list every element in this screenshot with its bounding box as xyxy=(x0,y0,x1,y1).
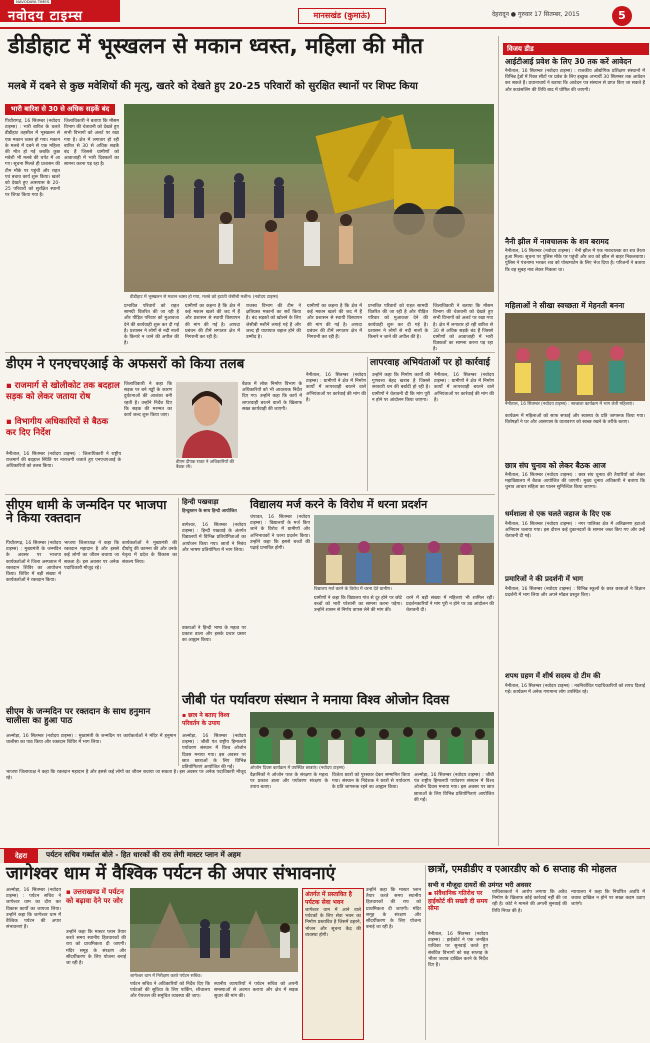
ozone-photo xyxy=(250,712,494,764)
hindi-t1: बागेश्वर, 16 सितम्बर (नवोदय टाइम्स) : हिन्दी पखवाड़े के अंतर्गत विद्यालयों में विभिन्न प्रतियोगिताओं का आयोजन किया गया। छात्रों ने निबंध और भाषण प्रतियोगिता में भाग लिया। xyxy=(182,523,246,553)
sidebar-label: विजय डीड xyxy=(503,43,649,55)
masthead-logo xyxy=(0,0,120,22)
lapar-t3: नैनीताल, 16 सितम्बर (नवोदय टाइम्स) : ग्रामीणों ने क्षेत्र में निर्माण कार्यों में लापरवाही बरतने वाले अभियंताओं पर कार्रवाई की मांग की है। xyxy=(434,373,494,403)
dm-t3: बैठक में लोक निर्माण विभाग के अधिकारियों को भी आवश्यक निर्देश दिए गए। उन्होंने कहा कि कार्य में लापरवाही बरतने वालों के खिलाफ सख्त कार्यवाही की जाएगी। xyxy=(242,382,302,412)
masthead-rule xyxy=(0,27,650,29)
dm-t2: जिलाधिकारी ने कहा कि सड़क पर बने गड्ढों के कारण दुर्घटनाओं की आशंका बनी रहती है। उन्होंने निर्देश दिए कि सड़क की मरम्मत का कार्य जल्द शुरू किया जाए। xyxy=(124,382,172,419)
cm-sub-headline: सीएम के जन्मदिन पर रक्तदान के साथ हनुमान चालीसा का हुआ पाठ xyxy=(6,707,151,726)
bottom-strip xyxy=(0,848,650,863)
br-bullet xyxy=(428,890,488,930)
cm-t4: अल्मोड़ा, 16 सितम्बर (नवोदय टाइम्स) : मुख्यमंत्री के जन्मदिन पर कार्यकर्ताओं ने मंदिर में हनुमान चालीसा का पाठ किया और रक्तदान शिविर में भाग लिया। xyxy=(6,734,176,746)
jageshwar-t1: अल्मोड़ा, 16 सितम्बर (नवोदय टाइम्स) : पर्यटन सचिव ने जागेश्वर धाम का दौरा कर विकास कार्यों का जायजा लिया। उन्होंने कहा कि जागेश्वर धाम में वैश्विक पर्यटन की अपार संभावनाएं हैं। xyxy=(6,888,61,931)
jageshwar-kicker-text: उत्तराखण्ड में पर्यटन को बढ़ावा देने पर जोर xyxy=(66,888,124,905)
dm-photo-caption: डीएम दीपक रावत ने अधिकारियों की बैठक ली। xyxy=(176,460,234,471)
dm-bullet1 xyxy=(6,381,121,415)
box-title: अंतर्गत में प्रस्तावित है पर्यटक सेवा भवन xyxy=(305,891,352,906)
sidebar-h4: छात्र संघ चुनाव को लेकर बैठक आज xyxy=(505,461,606,470)
lead-kicker: भारी बारिश से 30 से अधिक सड़कें बंद xyxy=(5,104,115,115)
lead-col3: प्रभावित परिवारों को राहत सामग्री वितरित की जा रही है और पीड़ित परिवार को मुआवजा देने की कार्यवाही शुरू कर दी गई है। प्रशासन ने लोगों से नदी नालों के किनारे न जाने की अपील की है। xyxy=(124,304,179,347)
sidebar-h5: धर्मशाला से एक चलते जहाज के दिए एक xyxy=(505,510,611,518)
dm-photo xyxy=(176,382,238,458)
hindi-sub: हिन्दुस्तान के साथ हिन्दी आयोजित xyxy=(182,509,237,514)
bullet-icon: ▪ xyxy=(6,417,15,427)
bullet-icon: ▪ xyxy=(6,381,15,391)
lead-col2: जिलाधिकारी ने बताया कि मौसम विभाग की चेतावनी को देखते हुए सभी विभागों को अलर्ट पर रखा गया है। क्षेत्र में लगातार हो रही बारिश से 30 से अधिक सड़कें बंद हैं जिससे ग्रामीणों को आवाजाही में भारी दिक्कतों का सामना करना पड़ रहा है। xyxy=(64,119,119,168)
lead-photo-caption: डीडीहाट में भूस्खलन से मकान ध्वस्त हो गया, मलबे को हटाती जेसीबी मशीन। (नवोदय टाइम्स) xyxy=(130,295,279,300)
lead-col5: राजस्व विभाग की टीम ने क्षतिग्रस्त मकानों का सर्वे किया है। बंद सड़कों को खोलने के लिए जेसीबी मशीनें लगाई गई हैं और जल्द ही यातायात बहाल होने की उम्मीद है। xyxy=(246,304,301,341)
ozone-kicker-text: छात्र ने बताए विश्व परिवर्तन के उपाय xyxy=(182,712,230,727)
br-headline: छात्रों, एमडीडीए व एआरडीए को 6 सप्ताह की मोहलत xyxy=(428,864,617,875)
divider-lead xyxy=(5,352,495,353)
school-t3: धरने में बड़ी संख्या में महिलाएं भी शामिल रहीं। प्रदर्शनकारियों ने मांग पूरी न होने पर उग्र आंदोलन की चेतावनी दी। xyxy=(406,596,494,614)
lapar-divider xyxy=(367,357,368,491)
bullet-icon: ▪ xyxy=(182,712,189,719)
sidebar-t7: नैनीताल, 16 सितम्बर (नवोदय टाइम्स) : नवनिर्वाचित पदाधिकारियों को शपथ दिलाई गई। कार्यक्रम में अनेक गणमान्य लोग उपस्थित रहे। xyxy=(505,684,645,696)
sidebar-t5: नैनीताल, 16 सितम्बर (नवोदय टाइम्स) : नगर पालिका क्षेत्र में अतिक्रमण हटाओ अभियान चलाया गया। इस दौरान कई दुकानदारों के सामान जब्त किए गए और उन्हें चेतावनी दी गई। xyxy=(505,522,645,540)
lead-col4: ग्रामीणों का कहना है कि क्षेत्र में कई मकान खतरे की जद में हैं और प्रशासन से स्थायी विस्थापन की मांग की गई है। आपदा प्रबंधन की टीमें लगातार क्षेत्र में निगरानी कर रही हैं। xyxy=(185,304,240,341)
jageshwar-t5: उन्होंने कहा कि मास्टर प्लान तैयार करते समय स्थानीय हितधारकों की राय को प्राथमिकता दी जाएगी। मंदिर समूह के संरक्षण और सौंदर्यीकरण के लिए योजना बनाई जा रही है। xyxy=(366,888,421,931)
br-bullet-text: संवैधानिक गतिरोध पर हाईकोर्ट की सख्ती दी समय सीमा xyxy=(428,890,488,912)
dm-bullet2-text: विभागीय अधिकारियों से बैठक कर दिए निर्देश xyxy=(6,417,109,438)
divider-mid xyxy=(5,494,495,495)
bullet-icon: ▪ xyxy=(428,890,435,897)
cm-t1: पिथौरागढ़, 16 सितम्बर (नवोदय टाइम्स) : मुख्यमंत्री के जन्मदिन के अवसर पर भाजपा कार्यकर्ताओं ने जिला अस्पताल में रक्तदान शिविर का आयोजन किया। शिविर में बड़ी संख्या में कार्यकर्ताओं ने रक्तदान किया। xyxy=(6,541,61,584)
dm-bullet2 xyxy=(6,417,121,451)
jageshwar-box xyxy=(302,888,364,1040)
strip-text: पर्यटन सचिव गर्ब्याल बोले - हित धारकों की राय लेगी मास्टर प्लान में अहम xyxy=(46,850,241,859)
sidebar-t4: नैनीताल, 16 सितम्बर (नवोदय टाइम्स) : छात्र संघ चुनाव की तैयारियों को लेकर महाविद्यालय में बैठक आयोजित की जाएगी। मुख्य चुनाव अधिकारी ने बताया कि चुनाव आचार संहिता का पालन सुनिश्चित किया जाएगा। xyxy=(505,473,645,491)
ozone-kicker xyxy=(182,712,246,732)
hindi-divider xyxy=(178,498,179,766)
strip-label: देहरा xyxy=(4,849,38,863)
lead-photo xyxy=(124,104,494,292)
br-t2: याचिकाकर्ता ने आरोप लगाया कि अवैध निर्माण के खिलाफ कोई कार्रवाई नहीं की जा रही है। कोर्ट ने मामले की अगली सुनवाई की तिथि नियत की है। xyxy=(492,890,567,914)
lead-col7: प्रभावित परिवारों को राहत सामग्री वितरित की जा रही है और पीड़ित परिवार को मुआवजा देने की कार्यवाही शुरू कर दी गई है। प्रशासन ने लोगों से नदी नालों के किनारे न जाने की अपील की है। xyxy=(368,304,428,341)
bullet-icon: ▪ xyxy=(66,888,74,896)
dm-headline: डीएम ने एनएचएआई के अफसरों को किया तलब xyxy=(6,356,245,372)
school-headline: विद्यालय मर्ज करने के विरोध में धरना प्रदर्शन xyxy=(250,498,428,511)
logo-text: नवोदय टाइम्स xyxy=(8,9,84,24)
dm-bullet1-text: राजमार्ग से खोलीकोट तक बदहाल सड़क को लेकर जताया रोष xyxy=(6,381,120,402)
sidebar-h2: नैनी झील में नावचालक के शव बरामद xyxy=(505,237,609,246)
sidebar-photo-caption: नैनीताल, 16 सितम्बर (नवोदय टाइम्स) : स्वच्छता कार्यक्रम में भाग लेती महिलाएं। xyxy=(505,402,634,407)
jageshwar-photo-caption: जागेश्वर धाम में निरीक्षण करते पर्यटन सचिव। xyxy=(130,974,202,979)
jageshwar-kicker xyxy=(66,888,126,928)
br-t1: नैनीताल, 16 सितम्बर (नवोदय टाइम्स) : हाईकोर्ट ने एक जनहित याचिका पर सुनवाई करते हुए संबंधित विभागों को छह सप्ताह के भीतर जवाब दाखिल करने के निर्देश दिए हैं। xyxy=(428,932,488,969)
lead-col8: जिलाधिकारी ने बताया कि मौसम विभाग की चेतावनी को देखते हुए सभी विभागों को अलर्ट पर रखा गया है। क्षेत्र में लगातार हो रही बारिश से 30 से अधिक सड़कें बंद हैं जिससे ग्रामीणों को आवाजाही में भारी दिक्कतों का सामना करना पड़ रहा है। xyxy=(433,304,493,353)
ozone-photo-caption: ओजोन दिवस कार्यक्रम में उपस्थित छात्राएं। (नवोदय टाइम्स) xyxy=(250,766,345,771)
sidebar-h3: महिलाओं ने सीखा स्वच्छता में मेहनती बनना xyxy=(505,301,625,310)
sidebar-h6: प्रमारिजों ने की प्रदर्शनी में भाग xyxy=(505,575,583,583)
school-t1: चंपावत, 16 सितम्बर (नवोदय टाइम्स) : विद्यालयों के मर्ज किए जाने के विरोध में ग्रामीणों और अभिभावकों ने धरना प्रदर्शन किया। उन्होंने कहा कि इससे बच्चों की पढ़ाई प्रभावित होगी। xyxy=(250,515,310,552)
ozone-t1: अल्मोड़ा, 16 सितम्बर (नवोदय टाइम्स) : जीबी पंत राष्ट्रीय हिमालयी पर्यावरण संस्थान में विश्व ओजोन दिवस मनाया गया। इस अवसर पर छात्र छात्राओं के लिए विभिन्न प्रतियोगिताएं आयोजित की गईं। xyxy=(182,734,246,771)
school-photo xyxy=(314,515,494,585)
lead-subhead: मलबे में दबने से कुछ मवेशियों की मृत्यु, खतरे को देखते हुए 20-25 परिवारों को सुरक्षित स्थानों पर शिफ्ट किया xyxy=(8,81,418,92)
lead-col1: पिथौरागढ़, 16 सितम्बर (नवोदय टाइम्स) : भारी बारिश के चलते डीडीहाट तहसील में भूस्खलन से एक मकान ध्वस्त हो गया। मकान के मलबे में दबने से एक महिला की मौत हो गई जबकि कुछ मवेशी भी मलबे की चपेट में आ गए। सूचना मिलते ही प्रशासन की टीम मौके पर पहुंची और राहत एवं बचाव कार्य शुरू किया। खतरे को देखते हुए आसपास के 20-25 परिवारों को सुरक्षित स्थानों पर शिफ्ट किया गया है। xyxy=(5,119,60,199)
cm-headline: सीएम धामी के जन्मदिन पर भाजपा ने किया रक्तदान xyxy=(6,497,167,526)
sidebar-t3: कार्यक्रम में महिलाओं को साफ सफाई और स्वास्थ्य के प्रति जागरूक किया गया। विशेषज्ञों ने घर और आसपास के वातावरण को स्वच्छ रखने के तरीके बताए। xyxy=(505,414,645,426)
ozone-t3: विजेता छात्रों को पुरस्कार देकर सम्मानित किया गया। संस्थान के निदेशक ने छात्रों से पर्यावरण के प्रति जागरूक रहने का आह्वान किया। xyxy=(332,773,410,791)
jageshwar-t4: स्थानीय व्यापारियों ने पर्यटन सचिव को अपनी समस्याओं से अवगत कराया और क्षेत्र में सड़क सुधार की मांग की। xyxy=(214,982,298,1000)
cm-t2: भाजपा जिलाध्यक्ष ने कहा कि रक्तदान महादान है और इससे कई लोगों का जीवन बचाया जा सकता है। इस अवसर पर अनेक पदाधिकारी मौजूद रहे। xyxy=(64,541,119,571)
ozone-headline: जीबी पंत पर्यावरण संस्थान ने मनाया विश्व ओजोन दिवस xyxy=(182,693,450,708)
lapar-t2: उन्होंने कहा कि निर्माण कार्यों की गुणवत्ता बेहद खराब है जिससे सरकारी धन की बर्बादी हो रही है। ग्रामीणों ने चेतावनी दी कि मांग पूरी न होने पर आंदोलन किया जाएगा। xyxy=(372,373,430,403)
lead-col6: ग्रामीणों का कहना है कि क्षेत्र में कई मकान खतरे की जद में हैं और प्रशासन से स्थायी विस्थापन की मांग की गई है। आपदा प्रबंधन की टीमें लगातार क्षेत्र में निगरानी कर रही हैं। xyxy=(307,304,362,341)
jageshwar-t2: उन्होंने कहा कि मास्टर प्लान तैयार करते समय स्थानीय हितधारकों की राय को प्राथमिकता दी जाएगी। मंदिर समूह के संरक्षण और सौंदर्यीकरण के लिए योजना बनाई जा रही है। xyxy=(66,930,126,967)
lead-headline: डीडीहाट में भूस्खलन से मकान ध्वस्त, महिला की मौत xyxy=(8,34,424,59)
masthead-section: मानसखंड (कुमाऊं) xyxy=(298,8,386,24)
ozone-t4: अल्मोड़ा, 16 सितम्बर (नवोदय टाइम्स) : जीबी पंत राष्ट्रीय हिमालयी पर्यावरण संस्थान में विश्व ओजोन दिवस मनाया गया। इस अवसर पर छात्र छात्राओं के लिए विभिन्न प्रतियोगिताएं आयोजित की गईं। xyxy=(414,773,494,803)
br-kicker: सभी व मौजूदा दायरों की उमंगत भरी अवसर xyxy=(428,881,532,889)
sidebar-t1: नैनीताल, 16 सितम्बर (नवोदय टाइम्स) : राजकीय औद्योगिक प्रशिक्षण संस्थानों में विभिन्न ट्रेडों में रिक्त सीटों पर प्रवेश के लिए इच्छुक अभ्यर्थी 30 सितम्बर तक आवेदन कर सकते हैं। प्रधानाचार्य ने बताया कि आवेदन पत्र संस्थान से प्राप्त किए जा सकते हैं और काउंसलिंग की तिथि बाद में घोषित की जाएगी। xyxy=(505,69,645,93)
jageshwar-t3: पर्यटन सचिव ने अधिकारियों को निर्देश दिए कि पर्यटकों की सुविधा के लिए पार्किंग, शौचालय और पेयजल की समुचित व्यवस्था की जाए। xyxy=(130,982,210,1000)
masthead-date: देहरादून ● गुरुवार 17 सितम्बर, 2015 xyxy=(492,11,580,18)
box-text: जागेश्वर धाम में आने वाले पर्यटकों के लिए सेवा भवन का निर्माण प्रस्तावित है जिसमें ठहरने, भोजन और सूचना केंद्र की व्यवस्था होगी। xyxy=(305,908,361,938)
small-logo: NAVODAYA TIMES xyxy=(16,0,50,4)
sidebar-t2: नैनीताल, 16 सितम्बर (नवोदय टाइम्स) : नैनी झील में एक नावचालक का शव तैरता हुआ मिला। सूचना पर पुलिस मौके पर पहुंची और शव को झील से बाहर निकलवाया। पुलिस ने पंचनामा भरकर शव को पोस्टमार्टम के लिए भेज दिया है। परिजनों ने बताया कि वह सुबह नाव लेकर निकला था। xyxy=(505,249,645,273)
hindi-t2: वक्ताओं ने हिन्दी भाषा के महत्व पर प्रकाश डाला और इसके प्रचार प्रसार का आह्वान किया। xyxy=(182,626,246,644)
br-divider xyxy=(425,865,426,1040)
sidebar-h1: आईटीआई प्रवेश के लिए 30 तक करें आवेदन xyxy=(505,57,632,66)
school-t2: ग्रामीणों ने कहा कि विद्यालय गांव से दूर होने पर छोटे बच्चों को भारी परेशानी का सामना करना पड़ेगा। उन्होंने शासन से निर्णय वापस लेने की मांग की। xyxy=(314,596,402,614)
page-number: 5 xyxy=(612,6,632,26)
dm-t1: नैनीताल, 16 सितम्बर (नवोदय टाइम्स) : जिलाधिकारी ने राष्ट्रीय राजमार्ग की बदहाल स्थिति पर नाराजगी जताते हुए एनएचएआई के अधिकारियों को तलब किया। xyxy=(6,452,121,470)
sidebar-t6: नैनीताल, 16 सितम्बर (नवोदय टाइम्स) : विभिन्न स्कूलों के छात्र छात्राओं ने विज्ञान प्रदर्शनी में भाग लिया और अपने मॉडल प्रस्तुत किए। xyxy=(505,587,645,599)
school-photo-caption: विद्यालय मर्ज करने के विरोध में धरना देते ग्रामीण। xyxy=(314,587,392,592)
ozone-t2: वैज्ञानिकों ने ओजोन परत के संरक्षण के महत्व पर प्रकाश डाला और पर्यावरण संरक्षण के उपाय बताए। xyxy=(250,773,328,791)
cm-t5: भाजपा जिलाध्यक्ष ने कहा कि रक्तदान महादान है और इससे कई लोगों का जीवन बचाया जा सकता है। इस अवसर पर अनेक पदाधिकारी मौजूद रहे। xyxy=(6,770,246,782)
jageshwar-photo xyxy=(130,888,298,972)
lapar-headline: लापरवाह अभियंताओं पर हो कार्रवाई xyxy=(370,358,490,368)
hindi-label: हिन्दी पखवाड़ा xyxy=(182,498,219,506)
sidebar-divider xyxy=(498,36,499,846)
sidebar-h7: शपथ ग्रहण में शीर्ष सदस्य दो टीम की xyxy=(505,672,601,680)
lapar-t1: नैनीताल, 16 सितम्बर (नवोदय टाइम्स) : ग्रामीणों ने क्षेत्र में निर्माण कार्यों में लापरवाही बरतने वाले अभियंताओं पर कार्रवाई की मांग की है। xyxy=(306,373,366,403)
jageshwar-headline: जागेश्वर धाम में वैश्विक पर्यटन की अपार संभावनाएं xyxy=(6,864,336,884)
cm-t3: कार्यकर्ताओं ने मुख्यमंत्री की दीर्घायु की कामना की और उनके नेतृत्व में प्रदेश के विकास का संकल्प लिया। xyxy=(122,541,177,565)
sidebar-photo xyxy=(505,313,645,401)
br-t3: न्यायालय ने कहा कि निर्धारित अवधि में जवाब दाखिल न होने पर सख्त कदम उठाए जाएंगे। xyxy=(571,890,645,908)
